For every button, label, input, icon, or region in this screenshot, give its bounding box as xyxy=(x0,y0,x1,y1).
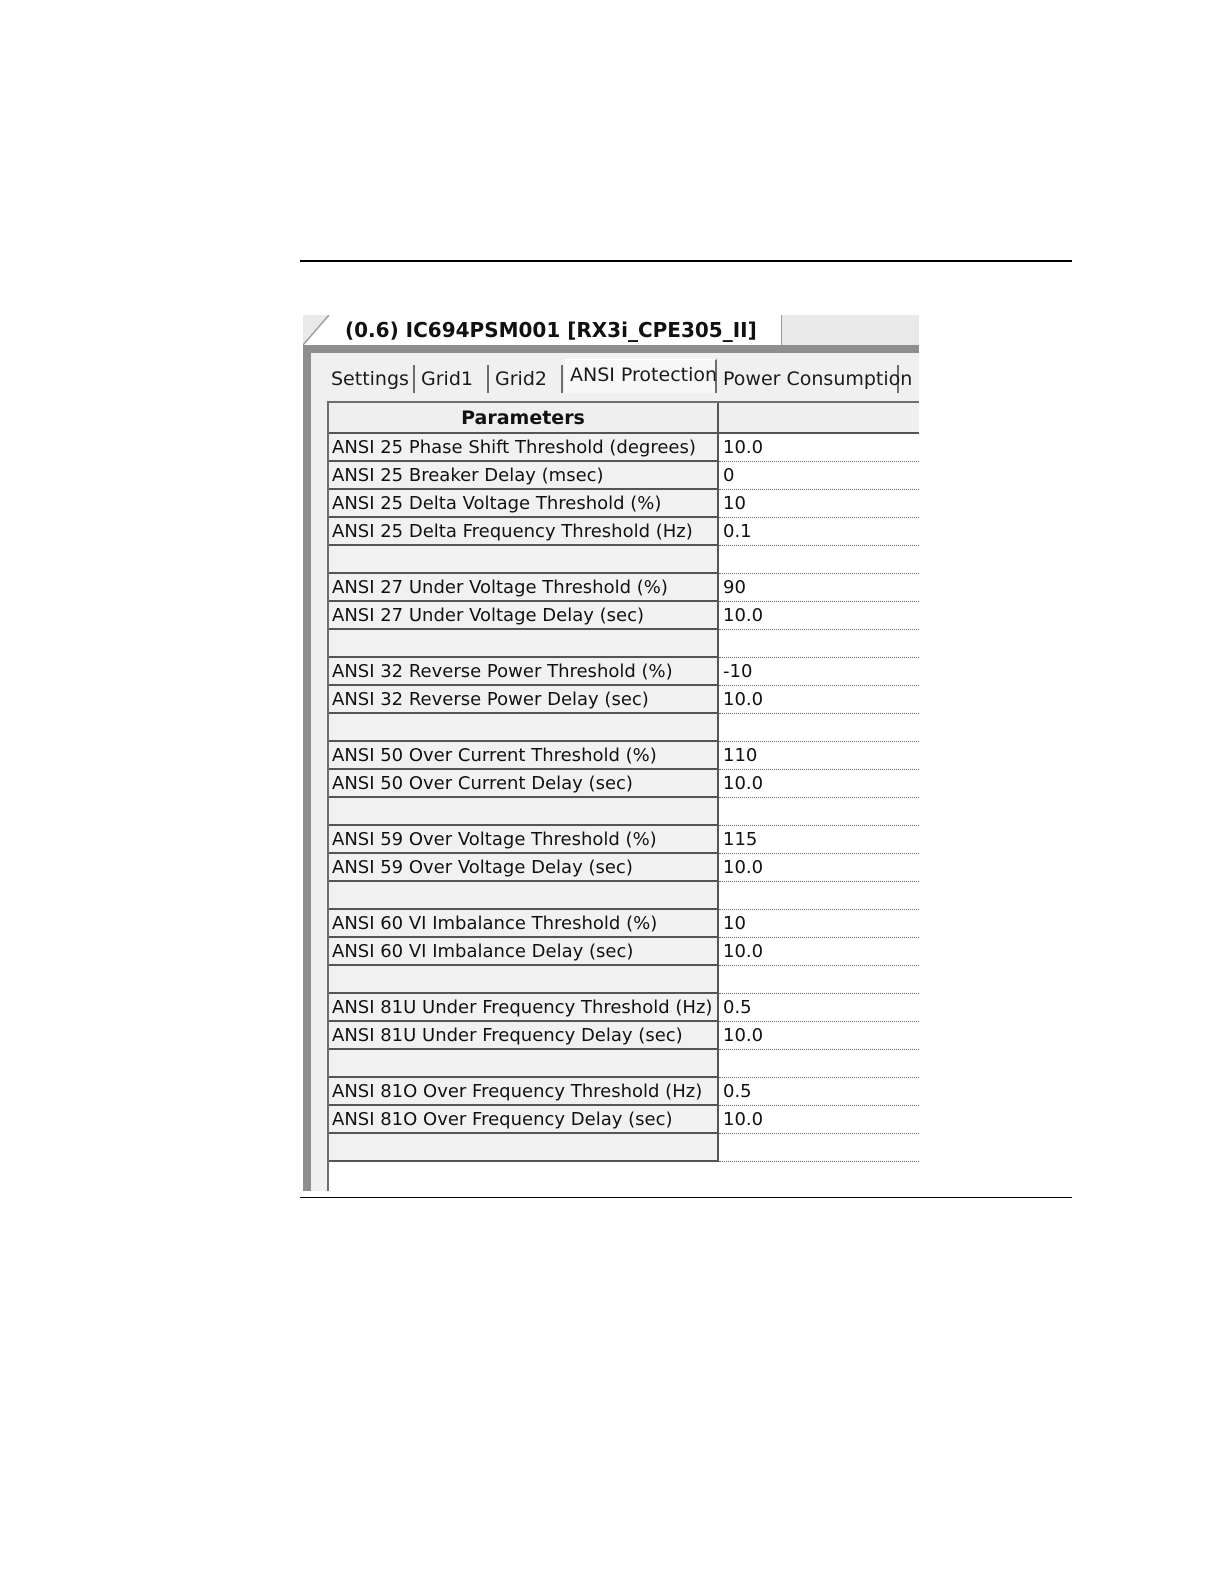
tab-bar xyxy=(317,355,919,393)
parameter-name-cell xyxy=(329,713,718,741)
table-row[interactable] xyxy=(329,1021,919,1049)
table-row[interactable] xyxy=(329,517,919,545)
parameter-value-cell[interactable] xyxy=(718,1049,919,1077)
parameter-name-cell: ANSI 25 Phase Shift Threshold (degrees) xyxy=(329,433,718,461)
parameter-name-cell: ANSI 27 Under Voltage Threshold (%) xyxy=(329,573,718,601)
table-row[interactable] xyxy=(329,1077,919,1105)
parameter-name-cell xyxy=(329,629,718,657)
parameter-value-cell[interactable]: 0.5 xyxy=(718,993,919,1021)
parameter-name-cell xyxy=(329,1133,718,1161)
table-row[interactable] xyxy=(329,909,919,937)
parameter-name-cell: ANSI 27 Under Voltage Delay (sec) xyxy=(329,601,718,629)
table-row[interactable] xyxy=(329,797,919,825)
parameter-table xyxy=(329,403,919,1162)
table-row[interactable] xyxy=(329,461,919,489)
table-row[interactable] xyxy=(329,937,919,965)
config-window xyxy=(303,315,919,1191)
parameter-name-cell: ANSI 32 Reverse Power Delay (sec) xyxy=(329,685,718,713)
parameter-name-cell xyxy=(329,881,718,909)
parameter-value-cell[interactable]: 10.0 xyxy=(718,937,919,965)
table-row[interactable] xyxy=(329,741,919,769)
editor-panel xyxy=(311,353,919,1191)
parameter-grid xyxy=(327,401,919,1191)
parameter-name-cell xyxy=(329,1049,718,1077)
parameter-value-cell[interactable]: 0 xyxy=(718,461,919,489)
tab-grid1[interactable]: Grid1 xyxy=(417,365,489,393)
parameter-value-cell[interactable] xyxy=(718,1133,919,1161)
table-row[interactable] xyxy=(329,853,919,881)
column-header-parameters[interactable]: Parameters xyxy=(329,403,718,433)
grid-body xyxy=(329,433,919,1161)
table-row[interactable] xyxy=(329,545,919,573)
parameter-value-cell[interactable]: -10 xyxy=(718,657,919,685)
table-row[interactable] xyxy=(329,1105,919,1133)
table-row[interactable] xyxy=(329,1133,919,1161)
parameter-value-cell[interactable]: 10 xyxy=(718,909,919,937)
parameter-value-cell[interactable]: 10.0 xyxy=(718,1021,919,1049)
parameter-value-cell[interactable]: 0.1 xyxy=(718,517,919,545)
table-row[interactable] xyxy=(329,685,919,713)
parameter-name-cell: ANSI 81U Under Frequency Delay (sec) xyxy=(329,1021,718,1049)
table-row[interactable] xyxy=(329,713,919,741)
document-tab-strip xyxy=(303,315,919,346)
parameter-value-cell[interactable] xyxy=(718,713,919,741)
parameter-value-cell[interactable]: 0.5 xyxy=(718,1077,919,1105)
table-row[interactable] xyxy=(329,657,919,685)
parameter-name-cell: ANSI 81U Under Frequency Threshold (Hz) xyxy=(329,993,718,1021)
parameter-value-cell[interactable]: 10 xyxy=(718,489,919,517)
parameter-value-cell[interactable]: 110 xyxy=(718,741,919,769)
parameter-value-cell[interactable]: 10.0 xyxy=(718,1105,919,1133)
header-row xyxy=(329,403,919,433)
tab-grid2[interactable]: Grid2 xyxy=(491,365,563,393)
table-row[interactable] xyxy=(329,825,919,853)
parameter-value-cell[interactable]: 10.0 xyxy=(718,853,919,881)
parameter-name-cell xyxy=(329,797,718,825)
parameter-value-cell[interactable] xyxy=(718,965,919,993)
parameter-name-cell: ANSI 59 Over Voltage Threshold (%) xyxy=(329,825,718,853)
parameter-value-cell[interactable] xyxy=(718,629,919,657)
parameter-name-cell: ANSI 50 Over Current Threshold (%) xyxy=(329,741,718,769)
parameter-name-cell: ANSI 81O Over Frequency Threshold (Hz) xyxy=(329,1077,718,1105)
tab-settings[interactable]: Settings xyxy=(327,365,415,393)
parameter-name-cell: ANSI 81O Over Frequency Delay (sec) xyxy=(329,1105,718,1133)
parameter-name-cell: ANSI 60 VI Imbalance Delay (sec) xyxy=(329,937,718,965)
table-row[interactable] xyxy=(329,881,919,909)
table-row[interactable] xyxy=(329,489,919,517)
top-rule xyxy=(300,260,1072,262)
table-row[interactable] xyxy=(329,573,919,601)
parameter-name-cell: ANSI 25 Delta Voltage Threshold (%) xyxy=(329,489,718,517)
parameter-name-cell: ANSI 50 Over Current Delay (sec) xyxy=(329,769,718,797)
parameter-value-cell[interactable]: 10.0 xyxy=(718,685,919,713)
parameter-name-cell: ANSI 60 VI Imbalance Threshold (%) xyxy=(329,909,718,937)
table-row[interactable] xyxy=(329,769,919,797)
parameter-value-cell[interactable]: 10.0 xyxy=(718,433,919,461)
parameter-value-cell[interactable] xyxy=(718,797,919,825)
table-row[interactable] xyxy=(329,1049,919,1077)
bottom-rule xyxy=(300,1197,1072,1198)
parameter-name-cell xyxy=(329,965,718,993)
parameter-value-cell[interactable]: 90 xyxy=(718,573,919,601)
table-row[interactable] xyxy=(329,433,919,461)
parameter-value-cell[interactable]: 10.0 xyxy=(718,769,919,797)
table-row[interactable] xyxy=(329,993,919,1021)
tab-ansi-protection[interactable]: ANSI Protection xyxy=(565,359,717,393)
editor-frame xyxy=(303,345,919,1191)
parameter-value-cell[interactable] xyxy=(718,881,919,909)
tab-power-consumption[interactable]: Power Consumption xyxy=(719,365,899,393)
parameter-value-cell[interactable]: 10.0 xyxy=(718,601,919,629)
parameter-name-cell: ANSI 25 Breaker Delay (msec) xyxy=(329,461,718,489)
table-row[interactable] xyxy=(329,629,919,657)
parameter-name-cell xyxy=(329,545,718,573)
parameter-name-cell: ANSI 59 Over Voltage Delay (sec) xyxy=(329,853,718,881)
parameter-value-cell[interactable] xyxy=(718,545,919,573)
column-header-value[interactable] xyxy=(718,403,919,433)
table-row[interactable] xyxy=(329,601,919,629)
tab-edge-icon xyxy=(303,315,331,345)
document-title: (0.6) IC694PSM001 [RX3i_CPE305_II] xyxy=(345,318,757,342)
parameter-name-cell: ANSI 25 Delta Frequency Threshold (Hz) xyxy=(329,517,718,545)
table-row[interactable] xyxy=(329,965,919,993)
parameter-name-cell: ANSI 32 Reverse Power Threshold (%) xyxy=(329,657,718,685)
parameter-value-cell[interactable]: 115 xyxy=(718,825,919,853)
